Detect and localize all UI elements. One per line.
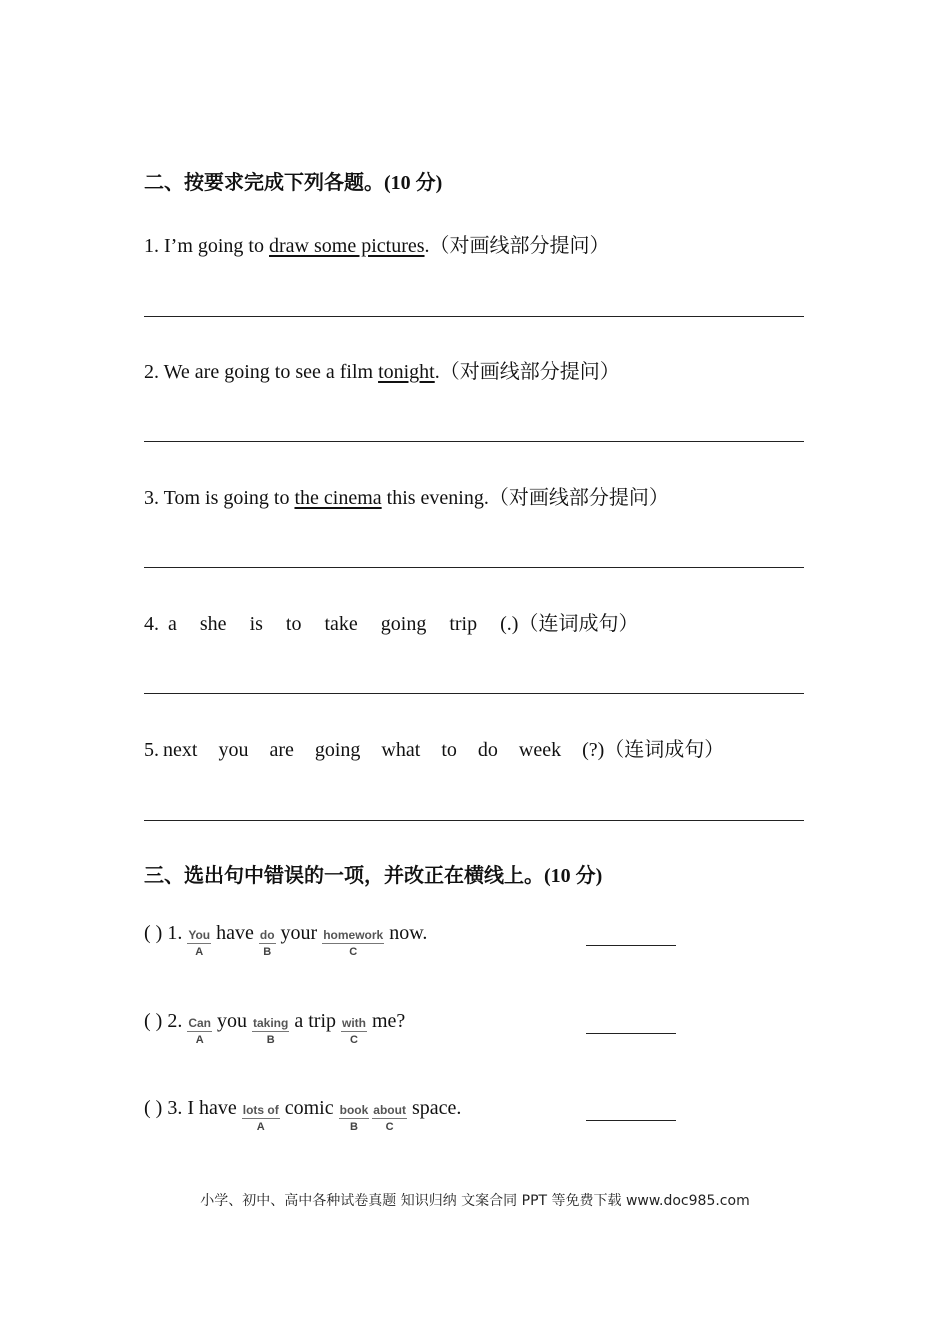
option-a: Can A <box>188 1016 211 1046</box>
answer-line-3[interactable] <box>144 567 804 568</box>
q4-word: she <box>199 613 227 635</box>
error-item-3 <box>144 1097 461 1145</box>
question-2 <box>144 355 620 384</box>
q4-word: going <box>380 613 427 635</box>
q5-word: next <box>163 739 198 761</box>
q3-suffix: this evening.（对画线部分提问） <box>381 487 669 509</box>
item2-text: me? <box>372 1010 406 1032</box>
q3-underlined: the cinema <box>294 487 382 509</box>
q5-num: 5. <box>144 739 159 761</box>
section-2-title: 二、按要求完成下列各题。(10 分) <box>144 172 443 194</box>
q1-prefix: 1. I’m going to <box>144 235 269 257</box>
q5-word: going <box>314 739 361 761</box>
item2-text: a trip <box>294 1010 336 1032</box>
q5-tail: (?)（连词成句） <box>582 739 725 761</box>
q1-underlined: draw some pictures <box>269 235 425 257</box>
question-1 <box>144 229 610 258</box>
q1-suffix: .（对画线部分提问） <box>424 235 610 257</box>
answer-line-4[interactable] <box>144 693 804 694</box>
option-a: You A <box>188 928 211 958</box>
option-b: book B <box>339 1103 369 1133</box>
option-c: with C <box>342 1016 366 1046</box>
q2-prefix: 2. We are going to see a film <box>144 361 379 383</box>
q5-word: do <box>477 739 498 761</box>
item1-text: have <box>216 922 254 944</box>
section-3-title: 三、选出句中错误的一项，并改正在横线上。(10 分) <box>144 865 603 887</box>
question-5 <box>144 733 724 762</box>
answer-blank-2[interactable] <box>586 1033 676 1034</box>
q5-word: you <box>218 739 249 761</box>
item3-paren: ( ) 3. <box>144 1097 183 1119</box>
item2-paren: ( ) 2. <box>144 1010 183 1032</box>
q5-word: are <box>269 739 294 761</box>
q4-tail: (.)（连词成句） <box>500 613 639 635</box>
answer-line-1[interactable] <box>144 316 804 317</box>
footer-text: 小学、初中、高中各种试卷真题 知识归纳 文案合同 PPT 等免费下载 www.doc985.com <box>200 1193 750 1209</box>
item3-text: comic <box>284 1097 334 1119</box>
item3-text: space. <box>411 1097 462 1119</box>
q5-word: what <box>381 739 421 761</box>
option-c: homework C <box>323 928 384 958</box>
q3-prefix: 3. Tom is going to <box>144 487 295 509</box>
answer-line-5[interactable] <box>144 820 804 821</box>
option-b: taking B <box>253 1016 289 1046</box>
q2-suffix: .（对画线部分提问） <box>434 361 620 383</box>
q5-word: week <box>518 739 562 761</box>
q4-word: take <box>324 613 358 635</box>
question-3 <box>144 481 669 510</box>
option-b: $\frac{do}{B}$ <box>259 928 275 958</box>
item3-text: I have <box>187 1097 237 1119</box>
q5-word: to <box>441 739 457 761</box>
q4-word: to <box>285 613 302 635</box>
option-a: lots of A <box>242 1103 279 1133</box>
item1-text: now. <box>389 922 428 944</box>
question-4 <box>144 607 638 636</box>
item1-text: your <box>280 922 318 944</box>
q4-num: 4. <box>144 613 159 635</box>
answer-line-2[interactable] <box>144 441 804 442</box>
q2-underlined: tonight <box>378 361 435 383</box>
q4-word: trip <box>449 613 478 635</box>
option-c: about C <box>373 1103 406 1133</box>
item1-paren: ( ) 1. <box>144 922 183 944</box>
answer-blank-1[interactable] <box>586 945 676 946</box>
item2-text: you <box>217 1010 247 1032</box>
q4-word: is <box>249 613 263 635</box>
error-item-2 <box>144 1010 405 1058</box>
error-item-1 <box>144 922 427 970</box>
answer-blank-3[interactable] <box>586 1120 676 1121</box>
q4-word: a <box>168 613 177 635</box>
